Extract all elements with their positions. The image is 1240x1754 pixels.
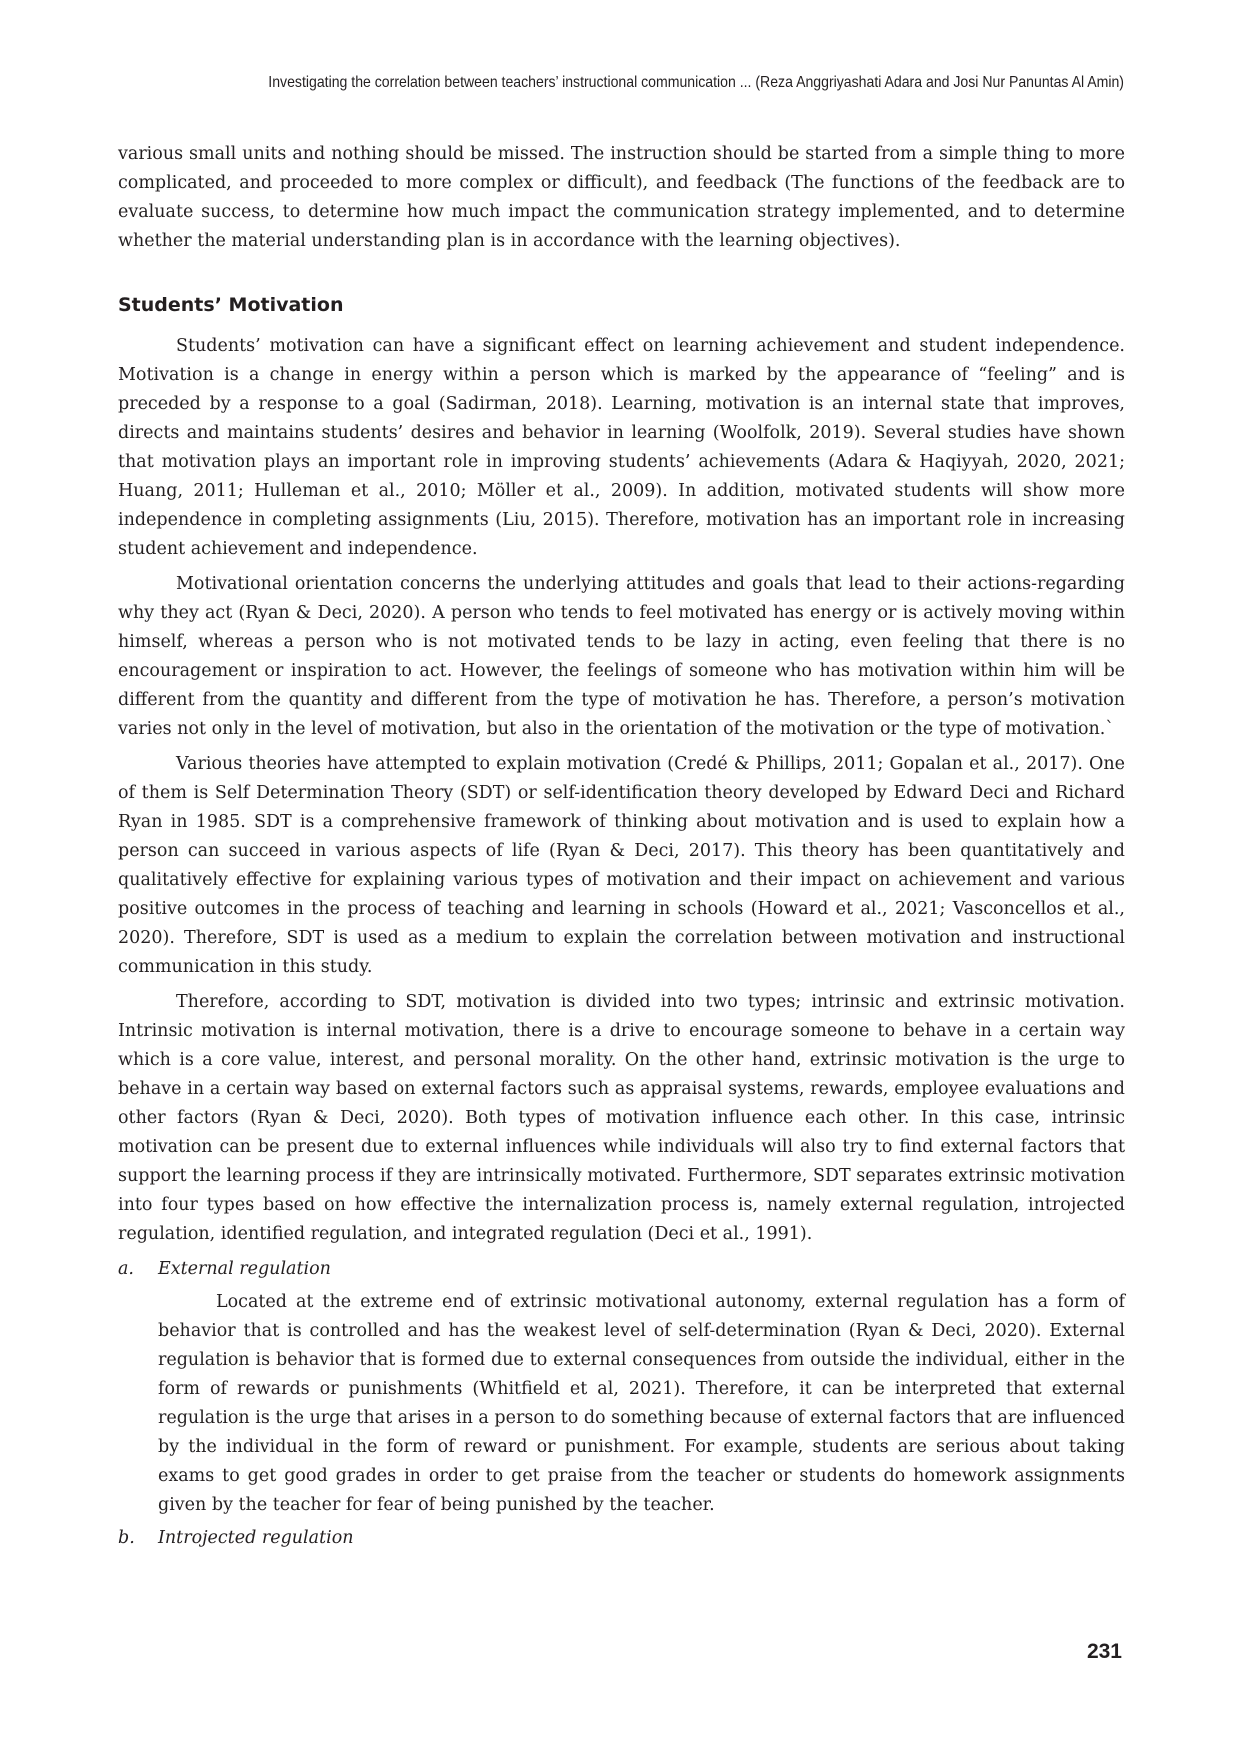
list-item-introjected-regulation bbox=[118, 1524, 1125, 1553]
section-heading: Students’ Motivation bbox=[118, 294, 344, 316]
list-marker: b. bbox=[118, 1528, 135, 1548]
list-item-body: Located at the extreme end of extrinsic motivational autonomy, external regulation has a form of behavior that is controlled and has the weakest level of self-determination (Ryan & Deci, 2020). External regulation is behavior that is formed due to external consequences from outside the individual, either in the form of rewards or punishments (Whitfield et al, 2021). Therefore, it can be interpreted that external regulation is the urge that arises in a person to do something because of external factors that are influenced by the individual in the form of reward or punishment. For example, students are serious about taking exams to get good grades in order to get praise from the teacher or students do homework assignments given by the teacher for fear of being punished by the teacher. bbox=[158, 1292, 1125, 1515]
list-marker: a. bbox=[118, 1259, 134, 1279]
list-item-title: Introjected regulation bbox=[158, 1528, 354, 1548]
body-text bbox=[118, 140, 1125, 1557]
intro-paragraph: various small units and nothing should be missed. The instruction should be started from a simple thing to more complicated, and proceeded to more complex or difficult), and feedback (The functions of the feedback are to evaluate success, to determine how much impact the communication strategy implemented, and to determine whether the material understanding plan is in accordance with the learning objectives). bbox=[118, 144, 1125, 251]
running-header: Investigating the correlation between teachers’ instructional communication ... (Reza Anggriyashati Adara and Josi Nur Panuntas Al Amin) bbox=[268, 74, 1124, 91]
paragraph-sdt-theory: Various theories have attempted to explain motivation (Credé & Phillips, 2011; Gopalan et al., 2017). One of them is Self Determination Theory (SDT) or self-identification theory developed by Edward Deci and Richard Ryan in 1985. SDT is a comprehensive framework of thinking about motivation and is used to explain how a person can succeed in various aspects of life (Ryan & Deci, 2017). This theory has been quantitatively and qualitatively effective for explaining various types of motivation and their impact on achievement and various positive outcomes in the process of teaching and learning in schools (Howard et al., 2021; Vasconcellos et al., 2020). Therefore, SDT is used as a medium to explain the correlation between motivation and instructional communication in this study. bbox=[118, 754, 1125, 977]
list-item-external-regulation bbox=[118, 1255, 1125, 1520]
paragraph-intrinsic-extrinsic: Therefore, according to SDT, motivation is divided into two types; intrinsic and extrinsic motivation. Intrinsic motivation is internal motivation, there is a drive to encourage someone to behave in a certain way which is a core value, interest, and personal morality. On the other hand, extrinsic motivation is the urge to behave in a certain way based on external factors such as appraisal systems, rewards, employee evaluations and other factors (Ryan & Deci, 2020). Both types of motivation influence each other. In this case, intrinsic motivation can be present due to external influences while individuals will also try to find external factors that support the learning process if they are intrinsically motivated. Furthermore, SDT separates extrinsic motivation into four types based on how effective the internalization process is, namely external regulation, introjected regulation, identified regulation, and integrated regulation (Deci et al., 1991). bbox=[118, 992, 1125, 1244]
list-item-title: External regulation bbox=[158, 1259, 331, 1279]
page-number: 231 bbox=[1086, 1640, 1122, 1663]
paragraph-motivation-effect: Students’ motivation can have a significant effect on learning achievement and student independence. Motivation is a change in energy within a person which is marked by the appearance of “feeling” and is preceded by a response to a goal (Sadirman, 2018). Learning, motivation is an internal state that improves, directs and maintains students’ desires and behavior in learning (Woolfolk, 2019). Several studies have shown that motivation plays an important role in improving students’ achievements (Adara & Haqiyyah, 2020, 2021; Huang, 2011; Hulleman et al., 2010; Möller et al., 2009). In addition, motivated students will show more independence in completing assignments (Liu, 2015). Therefore, motivation has an important role in increasing student achievement and independence. bbox=[118, 336, 1125, 559]
paragraph-motivational-orientation: Motivational orientation concerns the underlying attitudes and goals that lead to their actions-regarding why they act (Ryan & Deci, 2020). A person who tends to feel motivated has energy or is actively moving within himself, whereas a person who is not motivated tends to be lazy in acting, even feeling that there is no encouragement or inspiration to act. However, the feelings of someone who has motivation within him will be different from the quantity and different from the type of motivation he has. Therefore, a person’s motivation varies not only in the level of motivation, but also in the orientation of the motivation or the type of motivation.` bbox=[118, 574, 1125, 739]
